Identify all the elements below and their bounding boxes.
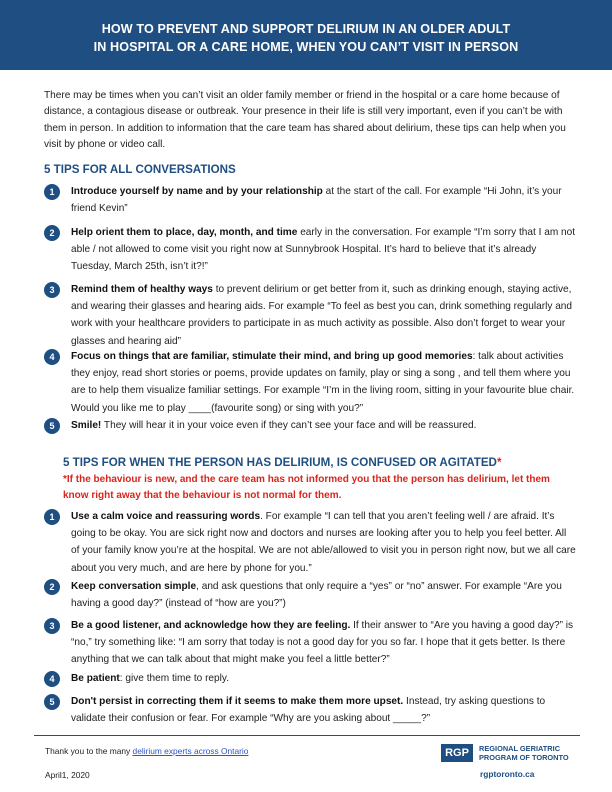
rgp-logo: RGP xyxy=(441,744,473,762)
tip-number-badge: 5 xyxy=(44,694,60,710)
tip-number-badge: 1 xyxy=(44,184,60,200)
tip-text xyxy=(71,617,576,669)
tip-text xyxy=(71,183,576,217)
tip-body: at the start of the call. For example “Hi John, it’s your friend Kevin” xyxy=(71,186,562,215)
tip-number-badge: 3 xyxy=(44,282,60,298)
tip-text xyxy=(71,578,576,612)
footer-thanks xyxy=(45,746,248,756)
tip-bold: Be patient xyxy=(71,673,120,684)
tip-body: : give them time to reply. xyxy=(119,673,229,684)
page-header xyxy=(0,0,612,70)
tip-number-badge: 4 xyxy=(44,671,60,687)
section2-title-text: 5 TIPS FOR WHEN THE PERSON HAS DELIRIUM, IS CONFUSED OR AGITATED xyxy=(63,456,497,469)
tip-number-badge: 3 xyxy=(44,618,60,634)
tip-text xyxy=(71,508,576,577)
tip-text xyxy=(71,224,576,276)
logo-line-2: PROGRAM OF TORONTO xyxy=(479,753,569,762)
header-title-line1: HOW TO PREVENT AND SUPPORT DELIRIUM IN AN OLDER ADULT xyxy=(101,22,511,36)
tip-number-badge: 2 xyxy=(44,579,60,595)
tip-bold: Smile! xyxy=(71,420,102,431)
tip-number-badge: 2 xyxy=(44,225,60,241)
website-url: rgptoronto.ca xyxy=(480,769,535,779)
tip-number-badge: 4 xyxy=(44,349,60,365)
tip-bold: Keep conversation simple xyxy=(71,581,197,592)
tip-body: early in the conversation. For example “I’m sorry that I am not able / not allowed to come visit you right now at Sunnybrook Hospital. It’s hard to believe that it’s already Tuesday, March 25th, isn’t it?!” xyxy=(71,227,576,273)
rgp-logo-text xyxy=(479,744,569,762)
tip-number-badge: 1 xyxy=(44,509,60,525)
thanks-prefix: Thank you to the many xyxy=(45,746,133,756)
tip-body: : talk about activities they enjoy, read short stories or poems, provide updates on family, play or sing a song , and tell them where you are to help them visualize familiar settings. For example “I’m in the living room, sitting in your favourite blue chair. Would you like me to play ____(favourite song) or sing with you?” xyxy=(71,351,575,414)
footer-date: April1, 2020 xyxy=(45,770,90,780)
tip-bold: Use a calm voice and reassuring words xyxy=(71,511,261,522)
header-title-line2: IN HOSPITAL OR A CARE HOME, WHEN YOU CAN’T VISIT IN PERSON xyxy=(93,40,519,54)
tip-text xyxy=(71,348,576,417)
tip-text xyxy=(71,693,576,727)
section2-title xyxy=(63,456,501,469)
tip-bold: Help orient them to place, day, month, and time xyxy=(71,227,298,238)
tip-text xyxy=(71,670,576,687)
intro-paragraph: There may be times when you can’t visit an older family member or friend in the hospital or a care home because of distance, a contagious disease or outbreak. Your presence in their life is still very important, even if you can’t be with them in person. In addition to information that the care team has shared about delirium, these tips can help when you visit by phone or video call. xyxy=(44,90,566,151)
tip-bold: Don't persist in correcting them if it seems to make them more upset. xyxy=(71,696,404,707)
tip-number-badge: 5 xyxy=(44,418,60,434)
footer-divider xyxy=(34,735,580,736)
tip-bold: Remind them of healthy ways xyxy=(71,284,213,295)
delirium-warning: *If the behaviour is new, and the care team has not informed you that the person has delirium, let them know right away that the behaviour is not normal for them. xyxy=(63,474,550,501)
tip-bold: Introduce yourself by name and by your relationship xyxy=(71,186,323,197)
tip-bold: Focus on things that are familiar, stimulate their mind, and bring up good memories xyxy=(71,351,473,362)
delirium-experts-link[interactable]: delirium experts across Ontario xyxy=(132,746,249,756)
tip-body: Instead, try asking questions to validate their confusion or fear. For example “Why are you asking about _____?” xyxy=(71,696,546,725)
tip-body: If their answer to “Are you having a good day?” is “no,” try something like: “I am sorry that today is not a good day for you so far. I hope that it gets better. Is there anything that we can talk about that might make you feel a little better?” xyxy=(71,620,574,666)
section1-title: 5 TIPS FOR ALL CONVERSATIONS xyxy=(44,163,236,176)
tip-body: , and ask questions that only require a “yes” or “no” answer. For example “Are you having a good day?” (instead of “how are you?”) xyxy=(71,581,562,610)
tip-text xyxy=(71,417,576,434)
section2-title-asterisk: * xyxy=(496,456,502,469)
tip-bold: Be a good listener, and acknowledge how they are feeling. xyxy=(71,620,351,631)
tip-body: They will hear it in your voice even if they can’t see your face and will be reassured. xyxy=(101,420,477,431)
tip-text xyxy=(71,281,576,350)
tip-body: to prevent delirium or get better from it, such as drinking enough, staying active, and wearing their glasses and hearing aids. For example “To feel as best you can, drink something regularly and work with your healthcare providers to participate in as much activity as possible. Also don’t forget to wear your glasses and hearing aid” xyxy=(71,284,573,347)
tip-body: . For example “I can tell that you aren’t feeling well / are afraid. It’s going to be okay. You are sick right now and doctors and nurses are looking after you to help you feel better. All of your family know you’re at the hospital. We are not able/allowed to visit you in person right now, but we all care about you very much, and are here by phone for you.” xyxy=(71,511,576,574)
logo-line-1: REGIONAL GERIATRIC xyxy=(479,744,561,753)
